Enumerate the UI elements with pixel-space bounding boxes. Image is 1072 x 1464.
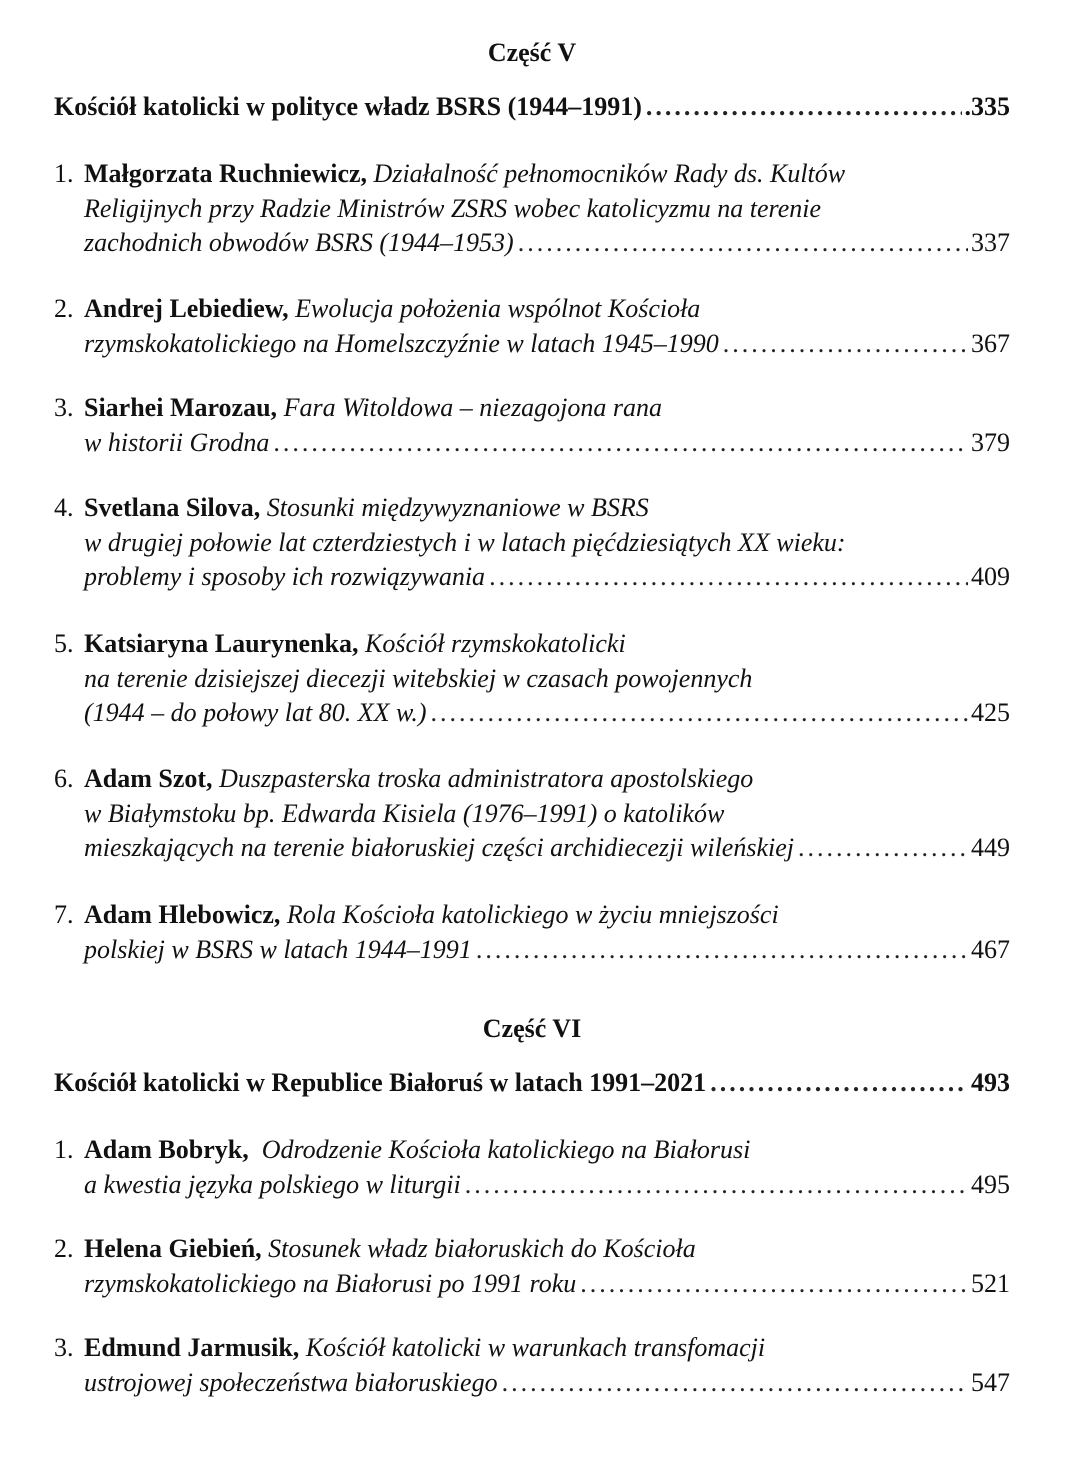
toc-entry [54, 1232, 1010, 1301]
entry-title-line: polskiej w BSRS w latach 1944–1991 [84, 934, 472, 964]
table-of-contents [54, 0, 1010, 1464]
dot-leader [502, 1366, 968, 1401]
entry-author: Katsiaryna Laurynenka, [84, 629, 359, 658]
part-heading: Część V [487, 38, 577, 67]
entry-title-line: w drugiej połowie lat czterdziestych i w latach pięćdziesiątych XX wieku: [84, 527, 846, 557]
entry-title-line: Stosunek władz białoruskich do Kościoła [268, 1234, 696, 1263]
dot-leader [476, 933, 968, 968]
page-number: 467 [971, 934, 1010, 964]
entry-title-line: rzymskokatolickiego na Homelszczyźnie w latach 1945–1990 [84, 328, 719, 358]
entry-title-line: Działalność pełnomocników Rady ds. Kultów [373, 159, 846, 188]
entry-title-line: rzymskokatolickiego na Białorusi po 1991 roku [84, 1268, 577, 1298]
entry-title-line: a kwestia języka polskiego w liturgii [84, 1169, 461, 1199]
page-number: 547 [971, 1367, 1010, 1397]
toc-entry [54, 627, 1010, 731]
entry-author: Adam Szot, [84, 764, 213, 793]
entry-number: 7. [54, 900, 74, 929]
page-number: 337 [971, 228, 1010, 257]
dot-leader [431, 696, 968, 731]
entry-title-line: (1944 – do połowy lat 80. XX w.) [84, 698, 427, 727]
page-number: 379 [971, 427, 1010, 457]
dot-leader [273, 426, 968, 461]
entry-number: 6. [54, 764, 74, 793]
entry-author: Andrej Lebiediew, [84, 294, 289, 323]
entry-title-line: Odrodzenie Kościoła katolickiego na Białorusi [261, 1135, 751, 1164]
entry-author: Edmund Jarmusik, [84, 1333, 300, 1362]
entry-number: 2. [54, 1234, 74, 1263]
entry-title-line: mieszkających na terenie białoruskiej części archidiecezji wileńskiej [84, 833, 794, 862]
entry-number: 1. [54, 1135, 74, 1164]
toc-entry [54, 391, 1010, 460]
entry-title-line: na terenie dzisiejszej diecezji witebskiej w czasach powojennych [84, 663, 753, 693]
entry-author: Svetlana Silova, [84, 493, 261, 522]
dot-leader [646, 92, 962, 122]
entry-title-line: Stosunki międzywyznaniowe w BSRS [266, 493, 649, 522]
toc-entry [54, 898, 1010, 967]
page-number: 495 [971, 1169, 1010, 1199]
entry-author: Małgorzata Ruchniewicz, [84, 159, 368, 188]
entry-title-line: Fara Witoldowa – niezagojona rana [283, 393, 663, 422]
entry-title-line: w historii Grodna [84, 427, 270, 457]
page-number: 425 [971, 698, 1010, 727]
dot-leader [465, 1168, 968, 1203]
section-title [54, 92, 1010, 122]
entry-title-line: zachodnich obwodów BSRS (1944–1953) [84, 228, 514, 257]
entry-number: 5. [54, 629, 74, 658]
section-title [54, 1068, 1010, 1098]
toc-entry [54, 1133, 1010, 1202]
section-title-text: Kościół katolicki w Republice Białoruś w latach 1991–2021 [54, 1068, 707, 1097]
page-number: 521 [971, 1268, 1010, 1298]
toc-entry [54, 491, 1010, 595]
entry-author: Siarhei Marozau, [84, 393, 278, 422]
dot-leader [580, 1267, 968, 1302]
part-heading: Część VI [482, 1014, 582, 1043]
toc-entry [54, 1331, 1010, 1400]
entry-title-line: Rola Kościoła katolickiego w życiu mniejszości [286, 900, 779, 929]
entry-title-line: w Białymstoku bp. Edwarda Kisiela (1976–1991) o katolików [84, 798, 725, 828]
entry-number: 3. [54, 393, 74, 422]
entry-title-line: ustrojowej społeczeństwa białoruskiego [84, 1367, 498, 1397]
page-number: .335 [964, 92, 1010, 121]
section-title-text: Kościół katolicki w polityce władz BSRS (1944–1991) [54, 92, 642, 121]
entry-title-line: Ewolucja położenia wspólnot Kościoła [295, 294, 701, 323]
toc-entry [54, 157, 1010, 261]
entry-title-line: Religijnych przy Radzie Ministrów ZSRS wobec katolicyzmu na terenie [84, 193, 822, 223]
page-number: 449 [971, 833, 1010, 862]
page-number: 367 [971, 328, 1010, 358]
dot-leader [518, 226, 968, 261]
entry-title-line: Duszpasterska troska administratora apostolskiego [219, 764, 754, 793]
dot-leader [489, 560, 968, 595]
entry-title-line: problemy i sposoby ich rozwiązywania [84, 562, 486, 591]
entry-number: 3. [54, 1333, 74, 1362]
dot-leader [723, 327, 968, 362]
dot-leader [798, 831, 968, 866]
entry-number: 4. [54, 493, 74, 522]
entry-author: Helena Giebień, [84, 1234, 262, 1263]
page-number: 409 [971, 562, 1010, 591]
toc-entry [54, 292, 1010, 361]
dot-leader [710, 1068, 968, 1098]
entry-title-line: Kościół rzymskokatolicki [365, 629, 626, 658]
toc-entry [54, 762, 1010, 866]
entry-title-line: Kościół katolicki w warunkach transfomacji [305, 1333, 766, 1362]
entry-author: Adam Bobryk, [84, 1135, 249, 1164]
entry-number: 1. [54, 159, 74, 188]
entry-author: Adam Hlebowicz, [84, 900, 281, 929]
page-number: 493 [971, 1068, 1010, 1097]
entry-number: 2. [54, 294, 74, 323]
